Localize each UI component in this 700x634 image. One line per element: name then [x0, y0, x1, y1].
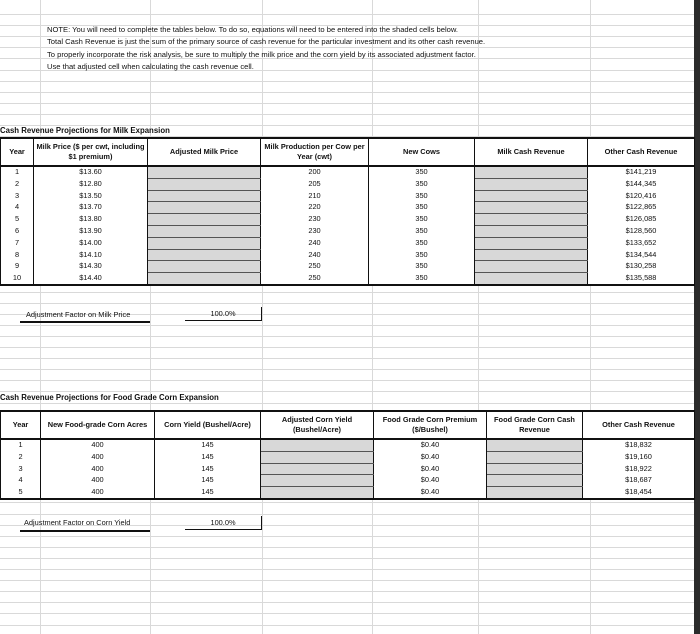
- milk-cash-revenue-input[interactable]: [475, 261, 588, 273]
- milk-production-cell: 205: [261, 178, 369, 190]
- col-header-other-cash-revenue: Other Cash Revenue: [583, 411, 695, 439]
- year-cell: 10: [1, 273, 34, 285]
- corn-yield-cell: 145: [155, 439, 261, 451]
- table-row: [1, 475, 695, 487]
- adjusted-milk-price-input[interactable]: [148, 225, 261, 237]
- year-cell: 8: [1, 249, 34, 261]
- table-row: [1, 439, 695, 451]
- gridline: [0, 569, 700, 570]
- gridline: [372, 0, 373, 634]
- milk-price-cell: $14.00: [34, 237, 148, 249]
- new-cows-cell: 350: [369, 214, 475, 226]
- adjusted-milk-price-input[interactable]: [148, 214, 261, 226]
- milk-factor-underline: [20, 321, 150, 323]
- table-row: [1, 487, 695, 499]
- milk-price-cell: $12.80: [34, 178, 148, 190]
- other-cash-revenue-cell: $133,652: [588, 237, 695, 249]
- other-cash-revenue-cell: $18,687: [583, 475, 695, 487]
- adjusted-milk-price-input[interactable]: [148, 190, 261, 202]
- milk-production-cell: 230: [261, 214, 369, 226]
- corn-premium-cell: $0.40: [374, 451, 487, 463]
- year-cell: 5: [1, 214, 34, 226]
- year-cell: 5: [1, 487, 41, 499]
- corn-premium-cell: $0.40: [374, 487, 487, 499]
- adjusted-milk-price-input[interactable]: [148, 166, 261, 178]
- corn-acres-cell: 400: [41, 487, 155, 499]
- table-row: [1, 202, 695, 214]
- col-header-corn-cash-revenue: Food Grade Corn Cash Revenue: [487, 411, 583, 439]
- milk-cash-revenue-input[interactable]: [475, 237, 588, 249]
- year-cell: 2: [1, 451, 41, 463]
- new-cows-cell: 350: [369, 249, 475, 261]
- year-cell: 4: [1, 475, 41, 487]
- new-cows-cell: 350: [369, 261, 475, 273]
- gridline: [0, 613, 700, 614]
- table-row: [1, 463, 695, 475]
- milk-price-cell: $13.80: [34, 214, 148, 226]
- adjusted-corn-yield-input[interactable]: [261, 451, 374, 463]
- table-row: [1, 190, 695, 202]
- milk-cash-revenue-input[interactable]: [475, 190, 588, 202]
- milk-price-cell: $14.40: [34, 273, 148, 285]
- other-cash-revenue-cell: $130,258: [588, 261, 695, 273]
- gridline: [150, 0, 151, 634]
- col-header-year: Year: [1, 138, 34, 166]
- table-row: [1, 166, 695, 178]
- adjusted-milk-price-input[interactable]: [148, 202, 261, 214]
- other-cash-revenue-cell: $19,160: [583, 451, 695, 463]
- other-cash-revenue-cell: $122,865: [588, 202, 695, 214]
- milk-section-title: Cash Revenue Projections for Milk Expansion: [0, 126, 170, 135]
- gridline: [0, 403, 700, 404]
- milk-price-cell: $13.50: [34, 190, 148, 202]
- milk-cash-revenue-input[interactable]: [475, 225, 588, 237]
- table-row: [1, 273, 695, 285]
- gridline: [262, 0, 263, 634]
- window-edge: [694, 0, 700, 634]
- corn-section-title: Cash Revenue Projections for Food Grade Corn Expansion: [0, 393, 219, 402]
- gridline: [0, 81, 700, 82]
- year-cell: 9: [1, 261, 34, 273]
- gridline: [0, 103, 700, 104]
- gridline: [0, 369, 700, 370]
- table-row: [1, 451, 695, 463]
- new-cows-cell: 350: [369, 225, 475, 237]
- milk-cash-revenue-input[interactable]: [475, 178, 588, 190]
- table-row: [1, 249, 695, 261]
- milk-adjustment-factor-label: Adjustment Factor on Milk Price: [26, 310, 131, 319]
- milk-price-cell: $13.90: [34, 225, 148, 237]
- note-line: To properly incorporate the risk analysis, be sure to multiply the milk price and the corn yield by its associated adjustment factor.: [47, 49, 476, 59]
- other-cash-revenue-cell: $141,219: [588, 166, 695, 178]
- gridline: [0, 591, 700, 592]
- corn-cash-revenue-input[interactable]: [487, 451, 583, 463]
- corn-cash-revenue-input[interactable]: [487, 439, 583, 451]
- corn-factor-underline: [20, 530, 150, 532]
- gridline: [0, 602, 700, 603]
- gridline: [0, 391, 700, 392]
- corn-premium-cell: $0.40: [374, 475, 487, 487]
- gridline: [0, 114, 700, 115]
- corn-yield-cell: 145: [155, 463, 261, 475]
- milk-cash-revenue-input[interactable]: [475, 273, 588, 285]
- other-cash-revenue-cell: $18,832: [583, 439, 695, 451]
- adjusted-corn-yield-input[interactable]: [261, 463, 374, 475]
- year-cell: 1: [1, 166, 34, 178]
- col-header-new-cows: New Cows: [369, 138, 475, 166]
- corn-premium-cell: $0.40: [374, 463, 487, 475]
- table-row: [1, 214, 695, 226]
- milk-price-cell: $13.70: [34, 202, 148, 214]
- new-cows-cell: 350: [369, 166, 475, 178]
- gridline: [0, 92, 700, 93]
- corn-cash-revenue-input[interactable]: [487, 475, 583, 487]
- new-cows-cell: 350: [369, 202, 475, 214]
- other-cash-revenue-cell: $18,922: [583, 463, 695, 475]
- table-row: [1, 225, 695, 237]
- new-cows-cell: 350: [369, 237, 475, 249]
- other-cash-revenue-cell: $144,345: [588, 178, 695, 190]
- milk-production-cell: 210: [261, 190, 369, 202]
- milk-production-cell: 230: [261, 225, 369, 237]
- milk-price-cell: $14.10: [34, 249, 148, 261]
- corn-table: [0, 410, 695, 500]
- gridline: [0, 514, 700, 515]
- milk-cash-revenue-input[interactable]: [475, 214, 588, 226]
- milk-adjustment-factor-cell[interactable]: 100.0%: [185, 307, 262, 321]
- other-cash-revenue-cell: $120,416: [588, 190, 695, 202]
- adjusted-milk-price-input[interactable]: [148, 273, 261, 285]
- adjusted-milk-price-input[interactable]: [148, 249, 261, 261]
- other-cash-revenue-cell: $128,560: [588, 225, 695, 237]
- col-header-milk-production: Milk Production per Cow per Year (cwt): [261, 138, 369, 166]
- note-line: NOTE: You will need to complete the tables below. To do so, equations will need to be entered into the shaded cells below.: [47, 25, 459, 34]
- adjusted-milk-price-input[interactable]: [148, 237, 261, 249]
- instructions-note: [47, 24, 485, 73]
- new-cows-cell: 350: [369, 178, 475, 190]
- milk-production-cell: 200: [261, 166, 369, 178]
- gridline: [0, 303, 700, 304]
- other-cash-revenue-cell: $134,544: [588, 249, 695, 261]
- table-row: [1, 237, 695, 249]
- adjusted-corn-yield-input[interactable]: [261, 475, 374, 487]
- adjusted-milk-price-input[interactable]: [148, 261, 261, 273]
- year-cell: 6: [1, 225, 34, 237]
- year-cell: 2: [1, 178, 34, 190]
- adjusted-corn-yield-input[interactable]: [261, 439, 374, 451]
- col-header-adjusted-corn-yield: Adjusted Corn Yield (Bushel/Acre): [261, 411, 374, 439]
- gridline: [0, 14, 700, 15]
- adjusted-corn-yield-input[interactable]: [261, 487, 374, 499]
- year-cell: 3: [1, 463, 41, 475]
- corn-yield-cell: 145: [155, 475, 261, 487]
- gridline: [478, 0, 479, 634]
- milk-production-cell: 240: [261, 249, 369, 261]
- col-header-milk-cash-revenue: Milk Cash Revenue: [475, 138, 588, 166]
- gridline: [0, 325, 700, 326]
- new-cows-cell: 350: [369, 190, 475, 202]
- gridline: [0, 336, 700, 337]
- year-cell: 4: [1, 202, 34, 214]
- corn-yield-cell: 145: [155, 487, 261, 499]
- col-header-adjusted-milk-price: Adjusted Milk Price: [148, 138, 261, 166]
- milk-production-cell: 240: [261, 237, 369, 249]
- year-cell: 3: [1, 190, 34, 202]
- table-row: [1, 178, 695, 190]
- new-cows-cell: 350: [369, 273, 475, 285]
- corn-adjustment-factor-label: Adjustment Factor on Corn Yield: [24, 518, 131, 527]
- milk-production-cell: 250: [261, 261, 369, 273]
- gridline: [0, 580, 700, 581]
- note-line: Use that adjusted cell when calculating the cash revenue cell.: [47, 61, 254, 71]
- gridline: [0, 625, 700, 626]
- table-row: [1, 261, 695, 273]
- gridline: [0, 292, 700, 293]
- corn-cash-revenue-input[interactable]: [487, 463, 583, 475]
- corn-acres-cell: 400: [41, 451, 155, 463]
- other-cash-revenue-cell: $18,454: [583, 487, 695, 499]
- gridline: [0, 536, 700, 537]
- gridline: [590, 0, 591, 634]
- gridline: [0, 547, 700, 548]
- milk-table: [0, 137, 695, 286]
- corn-adjustment-factor-cell[interactable]: 100.0%: [185, 516, 262, 530]
- milk-price-cell: $14.30: [34, 261, 148, 273]
- corn-yield-cell: 145: [155, 451, 261, 463]
- corn-cash-revenue-input[interactable]: [487, 487, 583, 499]
- corn-acres-cell: 400: [41, 439, 155, 451]
- col-header-other-cash-revenue: Other Cash Revenue: [588, 138, 695, 166]
- col-header-corn-yield: Corn Yield (Bushel/Acre): [155, 411, 261, 439]
- gridline: [0, 358, 700, 359]
- col-header-corn-acres: New Food-grade Corn Acres: [41, 411, 155, 439]
- corn-acres-cell: 400: [41, 463, 155, 475]
- milk-production-cell: 250: [261, 273, 369, 285]
- year-cell: 1: [1, 439, 41, 451]
- milk-cash-revenue-input[interactable]: [475, 202, 588, 214]
- other-cash-revenue-cell: $126,085: [588, 214, 695, 226]
- adjusted-milk-price-input[interactable]: [148, 178, 261, 190]
- corn-premium-cell: $0.40: [374, 439, 487, 451]
- gridline: [0, 502, 700, 503]
- other-cash-revenue-cell: $135,588: [588, 273, 695, 285]
- milk-cash-revenue-input[interactable]: [475, 166, 588, 178]
- col-header-corn-premium: Food Grade Corn Premium ($/Bushel): [374, 411, 487, 439]
- milk-price-cell: $13.60: [34, 166, 148, 178]
- milk-production-cell: 220: [261, 202, 369, 214]
- col-header-year: Year: [1, 411, 41, 439]
- milk-cash-revenue-input[interactable]: [475, 249, 588, 261]
- note-line: Total Cash Revenue is just the sum of the primary source of cash revenue for the particular investment and its other cash revenue.: [47, 37, 486, 47]
- gridline: [0, 380, 700, 381]
- year-cell: 7: [1, 237, 34, 249]
- gridline: [0, 558, 700, 559]
- gridline: [0, 347, 700, 348]
- corn-acres-cell: 400: [41, 475, 155, 487]
- col-header-milk-price: Milk Price ($ per cwt, including $1 premium): [34, 138, 148, 166]
